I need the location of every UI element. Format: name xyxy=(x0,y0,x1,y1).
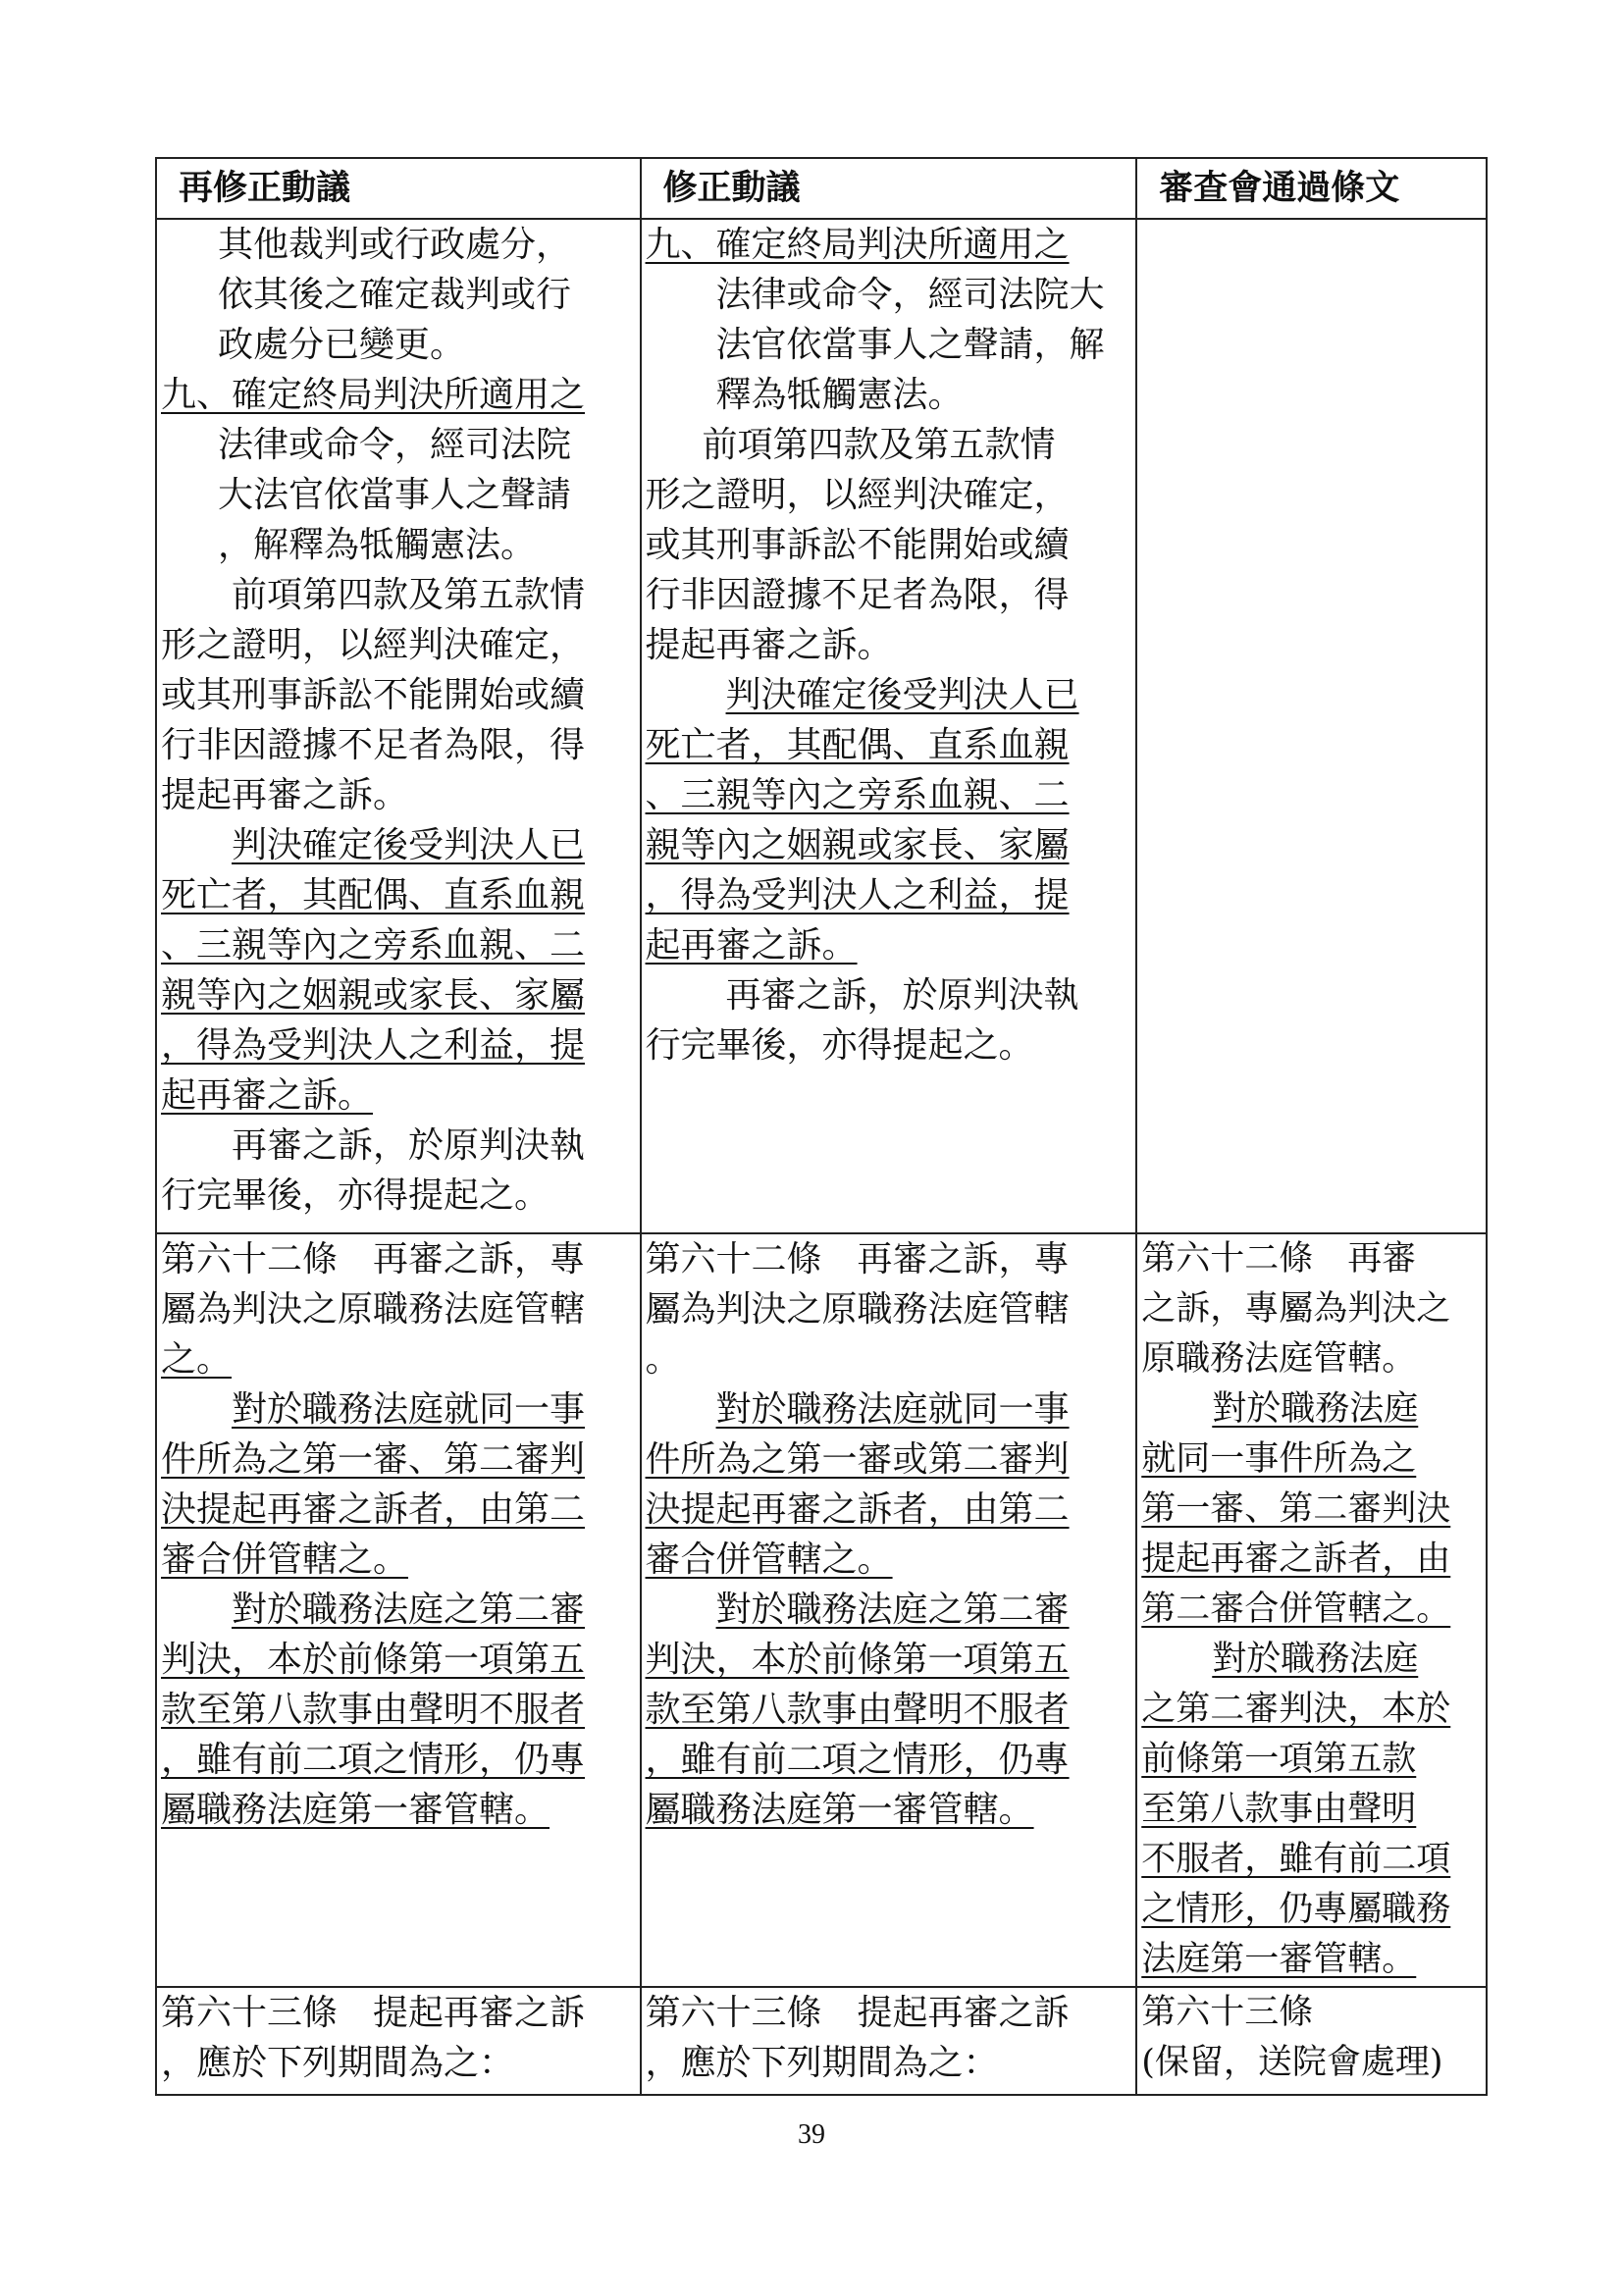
text-line: 第六十二條 再審之訴，專 xyxy=(161,1239,586,1279)
text-line: 審合併管轄之。 xyxy=(161,1539,409,1580)
text-line: 屬為判決之原職務法庭管轄 xyxy=(161,1289,586,1330)
cell-amendment xyxy=(641,1233,1137,1987)
text-line: 政處分已變更。 xyxy=(218,325,466,365)
text-line: 釋為牴觸憲法。 xyxy=(715,375,964,415)
text-line: ，雖有前二項之情形，仍專 xyxy=(645,1740,1070,1780)
text-line: 再審之訴，於原判決執 xyxy=(725,975,1079,1016)
text-line: ，得為受判決人之利益，提 xyxy=(645,875,1070,915)
text-line: ，應於下列期間為之： xyxy=(161,2043,515,2083)
text-line: 判決，本於前條第一項第五 xyxy=(161,1640,586,1680)
text-line: 第二審合併管轄之。 xyxy=(1141,1590,1451,1629)
text-line: ，應於下列期間為之： xyxy=(645,2043,999,2083)
text-line: 起再審之訴。 xyxy=(645,925,858,965)
cell-reamendment xyxy=(156,219,641,1233)
text-line: ，解釋為牴觸憲法。 xyxy=(218,525,537,565)
text-line: 起再審之訴。 xyxy=(161,1075,374,1116)
comparison-table xyxy=(155,157,1488,2096)
text-line: 提起再審之訴。 xyxy=(161,775,409,815)
text-line: 第六十二條 再審 xyxy=(1141,1239,1417,1278)
text-line: 親等內之姻親或家長、家屬 xyxy=(161,975,586,1016)
text-line: 屬為判決之原職務法庭管轄 xyxy=(645,1289,1070,1330)
text-line: 死亡者，其配偶、直系血親 xyxy=(161,875,586,915)
text-line: 至第八款事由聲明 xyxy=(1141,1790,1417,1829)
text-line: 之第二審判決，本於 xyxy=(1141,1690,1451,1729)
text-line: 依其後之確定裁判或行 xyxy=(218,275,572,315)
text-line: 屬職務法庭第一審管轄。 xyxy=(645,1790,1034,1830)
text-line: 第六十三條 提起再審之訴 xyxy=(645,1993,1070,2033)
text-line: 前項第四款及第五款情 xyxy=(232,575,586,615)
row-article-63 xyxy=(156,1987,1487,2095)
text-line: 判決確定後受判決人已 xyxy=(725,675,1079,715)
text-line: 提起再審之訴者，由 xyxy=(1141,1539,1451,1579)
header-amendment: 修正動議 xyxy=(641,158,1137,219)
text-line: 第六十三條 xyxy=(1141,1993,1314,2032)
text-line: 形之證明，以經判決確定， xyxy=(161,625,586,665)
text-line: 第一審、第二審判決 xyxy=(1141,1489,1451,1529)
text-line: 或其刑事訴訟不能開始或續 xyxy=(645,525,1070,565)
text-line: 再審之訴，於原判決執 xyxy=(232,1125,586,1166)
text-line: 其他裁判或行政處分， xyxy=(218,225,572,265)
text-line: 大法官依當事人之聲請 xyxy=(218,475,572,515)
cell-reamendment xyxy=(156,1987,641,2095)
text-line: 九、確定終局判決所適用之 xyxy=(161,375,586,415)
text-line: 法庭第一審管轄。 xyxy=(1141,1940,1417,1979)
text-line: 不服者，雖有前二項 xyxy=(1141,1840,1451,1879)
text-line: 款至第八款事由聲明不服者 xyxy=(645,1690,1070,1730)
cell-amendment xyxy=(641,1987,1137,2095)
header-committee-text: 審查會通過條文 xyxy=(1136,158,1487,219)
text-line: 前條第一項第五款 xyxy=(1141,1740,1417,1779)
cell-amendment xyxy=(641,219,1137,1233)
text-line: 形之證明，以經判決確定， xyxy=(645,475,1070,515)
text-line: 之訴，專屬為判決之 xyxy=(1141,1289,1451,1329)
text-line: 法律或命令，經司法院 xyxy=(218,425,572,465)
text-line: 第六十三條 提起再審之訴 xyxy=(161,1993,586,2033)
text-line: 第六十二條 再審之訴，專 xyxy=(645,1239,1070,1279)
text-line: 。 xyxy=(645,1339,681,1380)
text-line: 對於職務法庭就同一事 xyxy=(715,1389,1070,1430)
text-line: ，得為受判決人之利益，提 xyxy=(161,1025,586,1066)
text-line: 對於職務法庭 xyxy=(1212,1640,1419,1679)
text-line: 件所為之第一審、第二審判 xyxy=(161,1439,586,1480)
text-line: 決提起再審之訴者，由第二 xyxy=(645,1489,1070,1530)
cell-committee-empty xyxy=(1136,219,1487,1233)
text-line: 對於職務法庭 xyxy=(1212,1389,1419,1429)
text-line: 款至第八款事由聲明不服者 xyxy=(161,1690,586,1730)
text-line: 提起再審之訴。 xyxy=(645,625,893,665)
header-reamendment: 再修正動議 xyxy=(156,158,641,219)
text-line: 之。 xyxy=(161,1339,233,1380)
header-row xyxy=(156,158,1487,219)
text-line: 對於職務法庭就同一事 xyxy=(232,1389,586,1430)
text-line: 之情形，仍專屬職務 xyxy=(1141,1890,1451,1929)
text-line: 死亡者，其配偶、直系血親 xyxy=(645,725,1070,765)
text-line: 就同一事件所為之 xyxy=(1141,1439,1417,1479)
text-line: 行非因證據不足者為限，得 xyxy=(161,725,586,765)
cell-committee xyxy=(1136,1987,1487,2095)
text-line: 、三親等內之旁系血親、二 xyxy=(161,925,586,965)
text-line: 行完畢後，亦得提起之。 xyxy=(645,1025,1034,1066)
row-article-61-continued xyxy=(156,219,1487,1233)
text-line: 件所為之第一審或第二審判 xyxy=(645,1439,1070,1480)
text-line: 對於職務法庭之第二審 xyxy=(232,1590,586,1630)
text-line: 判決確定後受判決人已 xyxy=(232,825,586,865)
text-line: 行完畢後，亦得提起之。 xyxy=(161,1175,550,1216)
text-line: 屬職務法庭第一審管轄。 xyxy=(161,1790,550,1830)
text-line: 法律或命令，經司法院大 xyxy=(715,275,1105,315)
text-line: 、三親等內之旁系血親、二 xyxy=(645,775,1070,815)
text-line: (保留，送院會處理) xyxy=(1141,2043,1443,2082)
text-line: 或其刑事訴訟不能開始或續 xyxy=(161,675,586,715)
text-line: ，雖有前二項之情形，仍專 xyxy=(161,1740,586,1780)
row-article-62 xyxy=(156,1233,1487,1987)
text-line: 判決，本於前條第一項第五 xyxy=(645,1640,1070,1680)
cell-reamendment xyxy=(156,1233,641,1987)
text-line: 決提起再審之訴者，由第二 xyxy=(161,1489,586,1530)
text-line: 審合併管轄之。 xyxy=(645,1539,893,1580)
text-line: 行非因證據不足者為限，得 xyxy=(645,575,1070,615)
cell-committee xyxy=(1136,1233,1487,1987)
text-line: 原職務法庭管轄。 xyxy=(1141,1339,1417,1379)
text-line: 前項第四款及第五款情 xyxy=(702,425,1056,465)
text-line: 九、確定終局判決所適用之 xyxy=(645,225,1070,265)
text-line: 對於職務法庭之第二審 xyxy=(715,1590,1070,1630)
text-line: 親等內之姻親或家長、家屬 xyxy=(645,825,1070,865)
text-line: 法官依當事人之聲請，解 xyxy=(715,325,1105,365)
page-number: 39 xyxy=(798,2119,825,2150)
